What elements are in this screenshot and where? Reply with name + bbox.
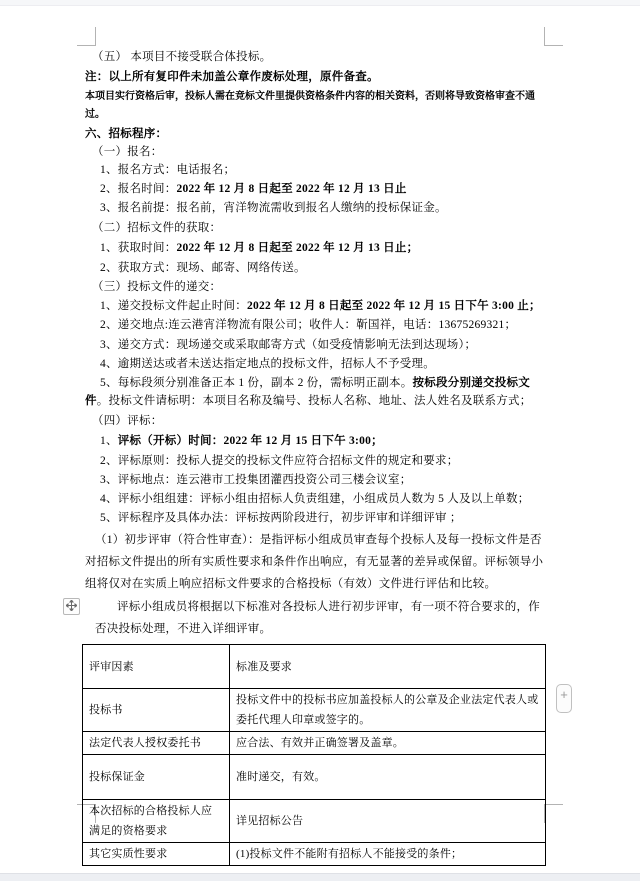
paragraph — [85, 219, 547, 237]
table-row — [83, 843, 546, 866]
paragraph — [85, 259, 547, 277]
table-move-handle[interactable] — [63, 598, 80, 615]
text-run: 3、报名前提：报名前，宵洋物流需收到报名人缴纳的投标保证金。 — [100, 202, 447, 214]
plus-icon: + — [560, 687, 568, 702]
table-cell[interactable]: 投标书 — [83, 689, 230, 732]
text-run: 评标小组成员将根据以下标准对各投标人进行初步评审，有一项不符合要求的，作否决投标处理，不进入详细评审。 — [95, 601, 540, 635]
paragraph — [85, 509, 547, 527]
table-cell[interactable]: 其它实质性要求 — [83, 843, 230, 866]
paragraph — [85, 529, 547, 595]
paragraph — [85, 88, 547, 124]
text-run: 2、评标原则：投标人提交的投标文件应符合招标文件的规定和要求； — [100, 455, 459, 467]
review-criteria-table — [82, 644, 546, 866]
text-run: 注：以上所有复印件未加盖公章作废标处理，原件备查。 — [85, 71, 379, 83]
table-row — [83, 732, 546, 755]
plus-button[interactable] — [556, 684, 572, 713]
table-header-cell[interactable]: 评审因素 — [83, 645, 230, 689]
text-run: 六、招标程序： — [85, 128, 168, 140]
table-cell[interactable]: 应合法、有效并正确签署及盖章。 — [230, 732, 546, 755]
paragraph — [85, 596, 547, 640]
text-run: （二）招标文件的获取： — [92, 222, 222, 234]
paragraph — [85, 180, 547, 198]
paragraph — [85, 471, 547, 489]
table-header-cell[interactable]: 标准及要求 — [230, 645, 546, 689]
move-cross-icon — [66, 598, 77, 616]
text-run: 3、递交方式：现场递交或采取邮寄方式（如受疫情影响无法到达现场）； — [100, 339, 477, 351]
paragraph — [85, 48, 547, 66]
document-body[interactable] — [85, 48, 547, 866]
table-cell[interactable]: (1)投标文件不能附有招标人不能接受的条件； — [230, 843, 546, 866]
text-boundary-mark-top-left — [77, 27, 96, 46]
text-run: 评标（开标）时间：2022 年 12 月 15 日下午 3:00； — [117, 435, 383, 447]
table-cell[interactable]: 法定代表人授权委托书 — [83, 732, 230, 755]
text-run: （三）投标文件的递交： — [92, 281, 222, 293]
text-run: 。投标文件请标明：本项目名称及编号、投标人名称、地址、法人姓名及联系方式； — [96, 395, 532, 407]
text-run: 4、评标小组组建：评标小组由招标人负责组建，小组成员人数为 5 人及以上单数； — [100, 493, 530, 505]
table-cell[interactable]: 投标保证金 — [83, 755, 230, 800]
paragraph — [85, 297, 547, 315]
text-run: 5、评标程序及具体办法：评标按两阶段进行，初步评审和详细评审 ； — [100, 512, 462, 524]
table-cell[interactable]: 准时递交，有效。 — [230, 755, 546, 800]
table-cell[interactable]: 投标文件中的投标书应加盖投标人的公章及企业法定代表人或委托代理人印章或签字的。 — [230, 689, 546, 732]
text-run: 1、获取时间： — [100, 242, 177, 254]
text-run: 2、递交地点:连云港宵洋物流有限公司；收件人：靳国祥，电话：13675269321； — [100, 319, 517, 331]
text-run: 2、获取方式：现场、邮寄、网络传送。 — [100, 262, 306, 274]
paragraph — [85, 143, 547, 161]
table-cell[interactable]: 本次招标的合格投标人应满足的资格要求 — [83, 800, 230, 843]
table-row — [83, 689, 546, 732]
paragraph — [85, 68, 547, 86]
paragraph — [85, 316, 547, 334]
table-row — [83, 755, 546, 800]
paragraph — [85, 336, 547, 354]
text-run: 1、报名方式：电话报名； — [100, 164, 236, 176]
text-run: （1）初步评审（符合性审查）：是指评标小组成员审查每个投标人及每一投标文件是否对招标文件提出的所有实质性要求和条件作出响应，有无显著的差异或保留。评标领导小组将仅对在实质上响应招标文件要求的合格投标（有效）文件进行评估和比较。 — [85, 534, 544, 590]
text-run: 4、逾期送达或者未送达指定地点的投标文件，招标人不予受理。 — [100, 358, 435, 370]
table-row — [83, 800, 546, 843]
text-run: （一）报名： — [92, 146, 163, 158]
text-run: 2022 年 12 月 8 日起至 2022 年 12 月 13 日止； — [176, 242, 419, 254]
paragraph — [85, 199, 547, 217]
text-run: 3、评标地点：连云港市工投集团灌西投资公司三楼会议室； — [100, 474, 412, 486]
text-run: 本项目实行资格后审，投标人需在竞标文件里提供资格条件内容的相关资料，否则将导致资格审查不通过。 — [85, 91, 535, 120]
paragraph — [85, 125, 547, 143]
paragraph — [85, 374, 547, 410]
text-run: 5、每标段须分别准备正本 1 份，副本 2 份，需标明正副本。 — [100, 377, 413, 389]
paragraph — [85, 490, 547, 508]
paragraph — [85, 278, 547, 296]
table-cell[interactable]: 详见招标公告 — [230, 800, 546, 843]
text-run: 1、 — [100, 435, 118, 447]
paragraph — [85, 432, 547, 450]
paragraph — [85, 161, 547, 179]
table-header-row — [83, 645, 546, 689]
text-run: 2022 年 12 月 8 日起至 2022 年 12 月 15 日下午 3:00 止； — [247, 300, 541, 312]
text-run: （五） 本项目不接受联合体投标。 — [92, 51, 272, 63]
paragraph — [85, 239, 547, 257]
text-run: 2、报名时间： — [100, 183, 177, 195]
paragraph — [85, 355, 547, 373]
page-top-edge — [0, 0, 640, 6]
text-boundary-mark-top-right — [544, 27, 563, 46]
text-run: （四）评标： — [92, 415, 163, 427]
paragraph — [85, 412, 547, 430]
text-run: 1、递交投标文件起止时间： — [100, 300, 247, 312]
text-run: 2022 年 12 月 8 日起至 2022 年 12 月 13 日止 — [176, 183, 407, 195]
text-run: 按标段分别递交投标文件 — [85, 377, 530, 407]
paragraph — [85, 452, 547, 470]
